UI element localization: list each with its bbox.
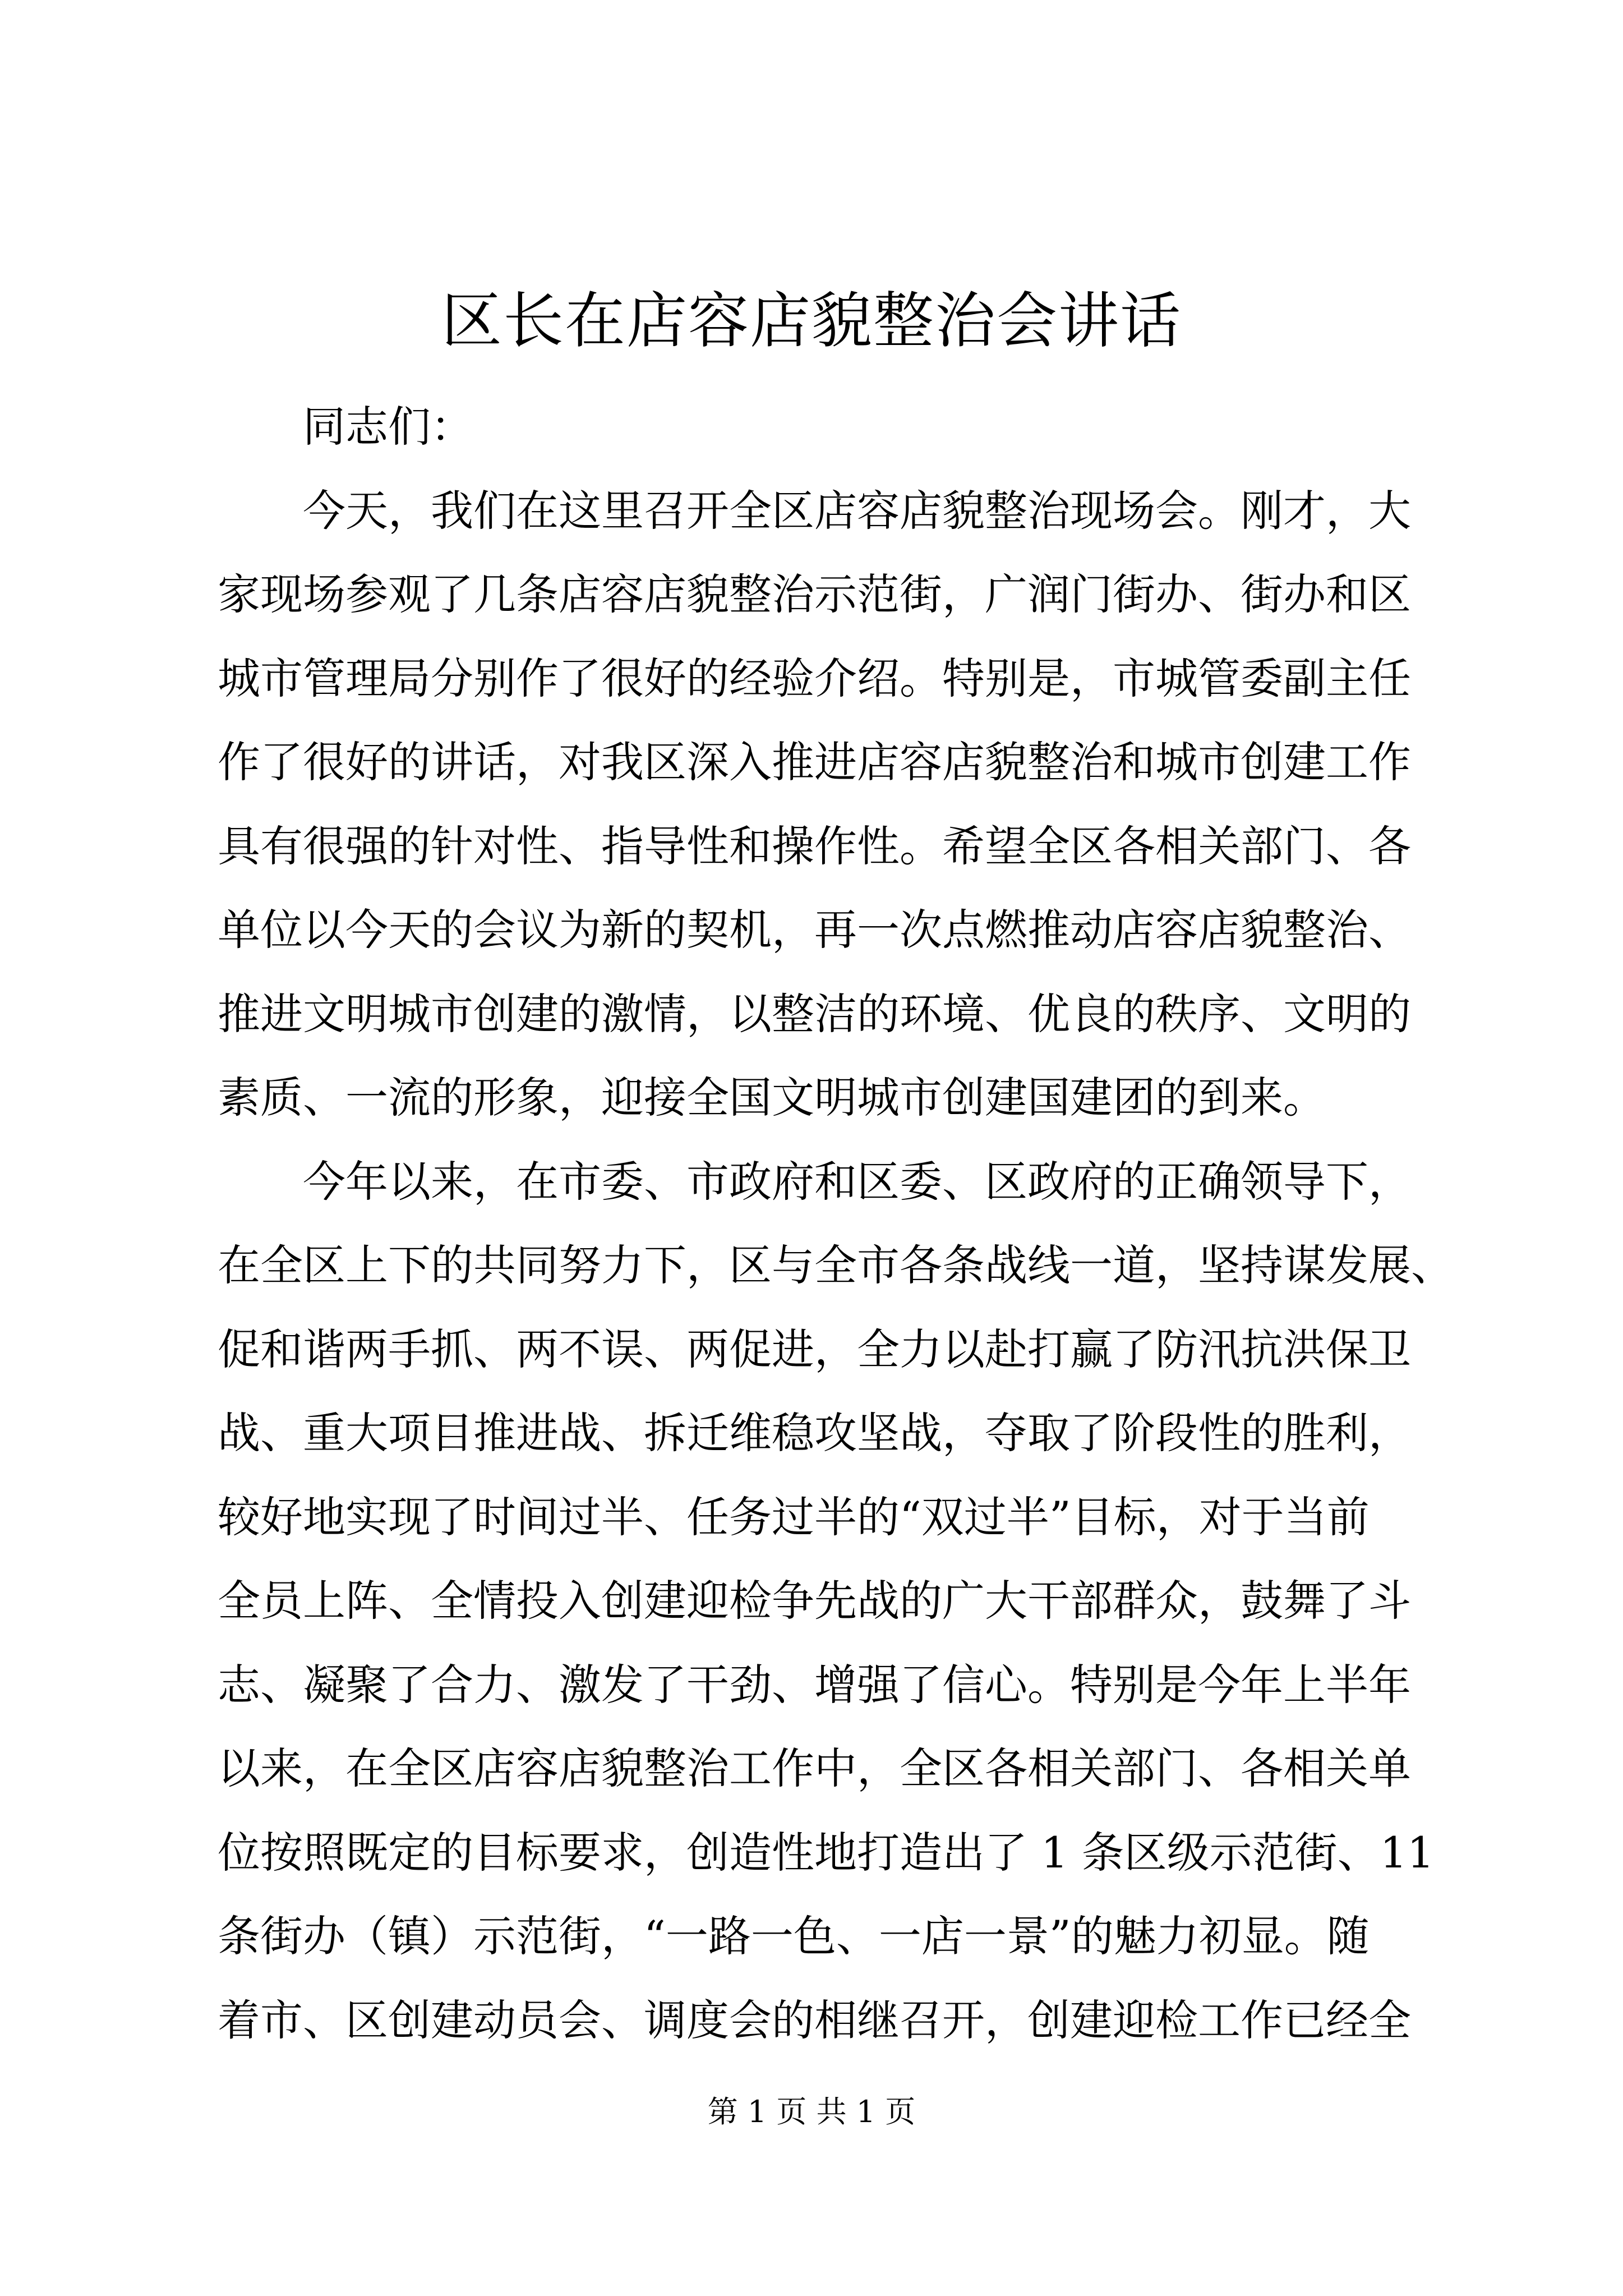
paragraph-2-line: 以来，在全区店容店貌整治工作中，全区各相关部门、各相关单 [218,1743,1411,1793]
paragraph-1-line: 具有很强的针对性、指导性和操作性。希望全区各相关部门、各 [218,821,1411,871]
paragraph-2-line: 位按照既定的目标要求，创造性地打造出了 1 条区级示范街、11 [218,1827,1435,1878]
paragraph-1-line: 今天，我们在这里召开全区店容店貌整治现场会。刚才，大 [303,485,1411,536]
document-title: 区长在店容店貌整治会讲话 [441,286,1182,356]
paragraph-2-line: 全员上阵、全情投入创建迎检争先战的广大干部群众，鼓舞了斗 [218,1576,1411,1626]
paragraph-2-line: 战、重大项目推进战、拆迁维稳攻坚战，夺取了阶段性的胜利， [218,1408,1411,1458]
paragraph-2-line: 条街办（镇）示范街，“一路一色、一店一景”的魅力初显。随 [218,1911,1370,1961]
paragraph-1-line: 家现场参观了几条店容店貌整治示范街，广润门街办、街办和区 [218,569,1411,619]
paragraph-2-line: 较好地实现了时间过半、任务过半的“双过半”目标，对于当前 [218,1492,1370,1542]
paragraph-1-line: 单位以今天的会议为新的契机，再一次点燃推动店容店貌整治、 [218,905,1411,955]
salutation-line: 同志们： [303,402,473,452]
page-number-footer: 第 1 页 共 1 页 [707,2094,916,2129]
paragraph-2-line: 志、凝聚了合力、激发了干劲、增强了信心。特别是今年上半年 [218,1659,1411,1710]
paragraph-1-line: 推进文明城市创建的激情，以整洁的环境、优良的秩序、文明的 [218,988,1411,1039]
paragraph-1-line: 素质、一流的形象，迎接全国文明城市创建国建团的到来。 [218,1073,1326,1122]
paragraph-2-line: 着市、区创建动员会、调度会的相继召开，创建迎检工作已经全 [218,1995,1411,2045]
paragraph-2-line: 促和谐两手抓、两不误、两促进，全力以赴打赢了防汛抗洪保卫 [218,1324,1411,1374]
paragraph-1-line: 城市管理局分别作了很好的经验介绍。特别是，市城管委副主任 [218,653,1411,703]
paragraph-2-line: 今年以来，在市委、市政府和区委、区政府的正确领导下， [303,1156,1411,1207]
document-body [218,385,1454,2062]
paragraph-1-line: 作了很好的讲话，对我区深入推进店容店貌整治和城市创建工作 [218,737,1411,787]
paragraph-2-line: 在全区上下的共同努力下，区与全市各条战线一道，坚持谋发展、 [218,1240,1454,1290]
